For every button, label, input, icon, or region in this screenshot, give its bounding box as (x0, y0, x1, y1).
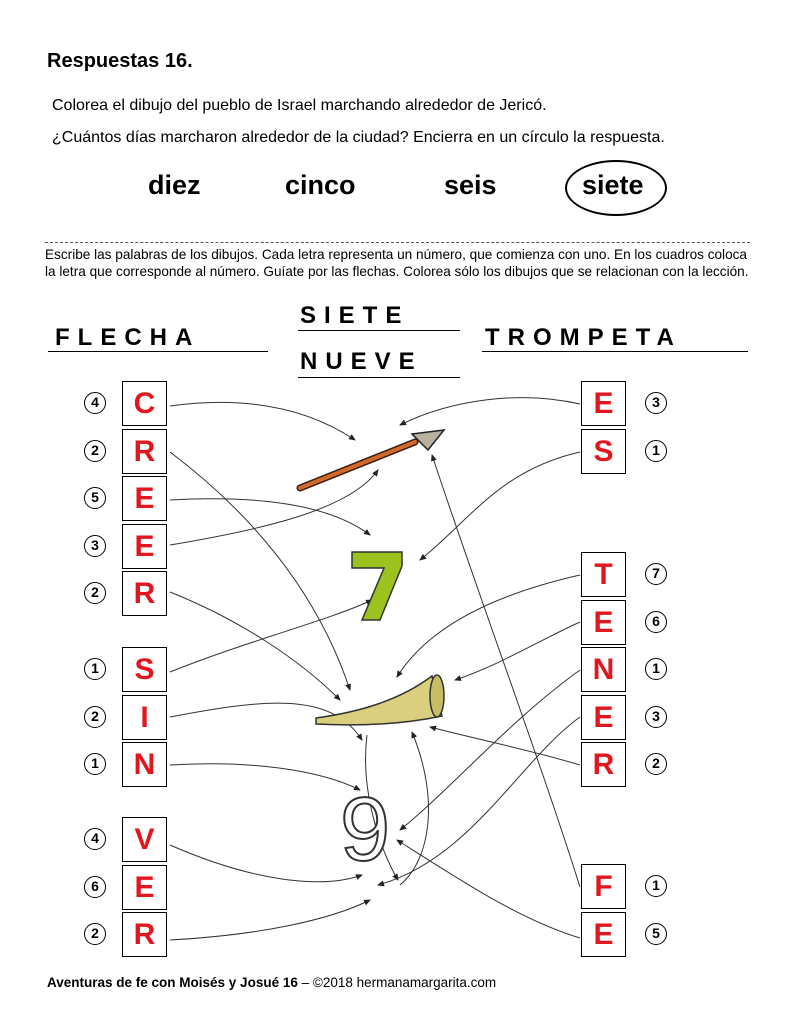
answer-nueve: NUEVE (300, 348, 423, 375)
horn-picture (316, 675, 444, 725)
left-number-circle: 4 (84, 828, 106, 850)
right-letter-box: R (581, 742, 626, 787)
left-letter-box: N (122, 742, 167, 787)
left-letter-box: C (122, 381, 167, 426)
nine-picture (340, 780, 390, 880)
left-number-circle: 3 (84, 535, 106, 557)
puzzle-instructions: Escribe las palabras de los dibujos. Cada letra representa un número, que comienza con uno. En los cuadros coloca la letra que corresponde al número. Guíate por las flechas. Colorea sólo los dibujos que se relacionan con la lección. (45, 247, 749, 279)
right-number-circle: 7 (645, 563, 667, 585)
footer (47, 975, 496, 990)
right-letter-box: E (581, 912, 626, 957)
right-number-circle: 1 (645, 875, 667, 897)
svg-text:9: 9 (340, 780, 391, 880)
left-number-circle: 4 (84, 392, 106, 414)
left-letter-box: R (122, 571, 167, 616)
answer-trompeta: TROMPETA (485, 324, 682, 351)
left-letter-box: I (122, 695, 167, 740)
left-number-circle: 2 (84, 440, 106, 462)
left-letter-box: E (122, 476, 167, 521)
right-number-circle: 3 (645, 706, 667, 728)
left-letter-box: V (122, 817, 167, 862)
page-title: Respuestas 16. (47, 50, 193, 72)
option-cinco: cinco (285, 170, 356, 200)
left-number-circle: 2 (84, 706, 106, 728)
left-letter-box: E (122, 524, 167, 569)
right-letter-box: S (581, 429, 626, 474)
right-number-circle: 3 (645, 392, 667, 414)
option-seis: seis (444, 170, 497, 200)
right-number-circle: 5 (645, 923, 667, 945)
arrow-picture (300, 430, 444, 488)
right-letter-box: N (581, 647, 626, 692)
left-number-circle: 6 (84, 876, 106, 898)
right-letter-box: E (581, 695, 626, 740)
option-siete: siete (582, 170, 644, 200)
question-days: ¿Cuántos días marcharon alrededor de la ciudad? Encierra en un círculo la respuesta. (52, 129, 665, 146)
left-number-circle: 2 (84, 923, 106, 945)
left-number-circle: 1 (84, 658, 106, 680)
left-letter-box: R (122, 912, 167, 957)
right-number-circle: 6 (645, 611, 667, 633)
right-number-circle: 2 (645, 753, 667, 775)
answer-siete: SIETE (300, 302, 410, 329)
option-diez: diez (148, 170, 201, 200)
right-letter-box: T (581, 552, 626, 597)
seven-picture (352, 552, 402, 620)
footer-copyright: – ©2018 hermanamargarita.com (297, 975, 497, 990)
left-number-circle: 2 (84, 582, 106, 604)
right-letter-box: E (581, 600, 626, 645)
left-letter-box: R (122, 429, 167, 474)
right-number-circle: 1 (645, 658, 667, 680)
answer-flecha: FLECHA (55, 324, 201, 351)
right-letter-box: E (581, 381, 626, 426)
left-letter-box: E (122, 865, 167, 910)
left-number-circle: 5 (84, 487, 106, 509)
instruction-color: Colorea el dibujo del pueblo de Israel marchando alrededor de Jericó. (52, 97, 547, 114)
right-number-circle: 1 (645, 440, 667, 462)
footer-title: Aventuras de fe con Moisés y Josué 16 (47, 975, 298, 990)
right-letter-box: F (581, 864, 626, 909)
left-letter-box: S (122, 647, 167, 692)
left-number-circle: 1 (84, 753, 106, 775)
